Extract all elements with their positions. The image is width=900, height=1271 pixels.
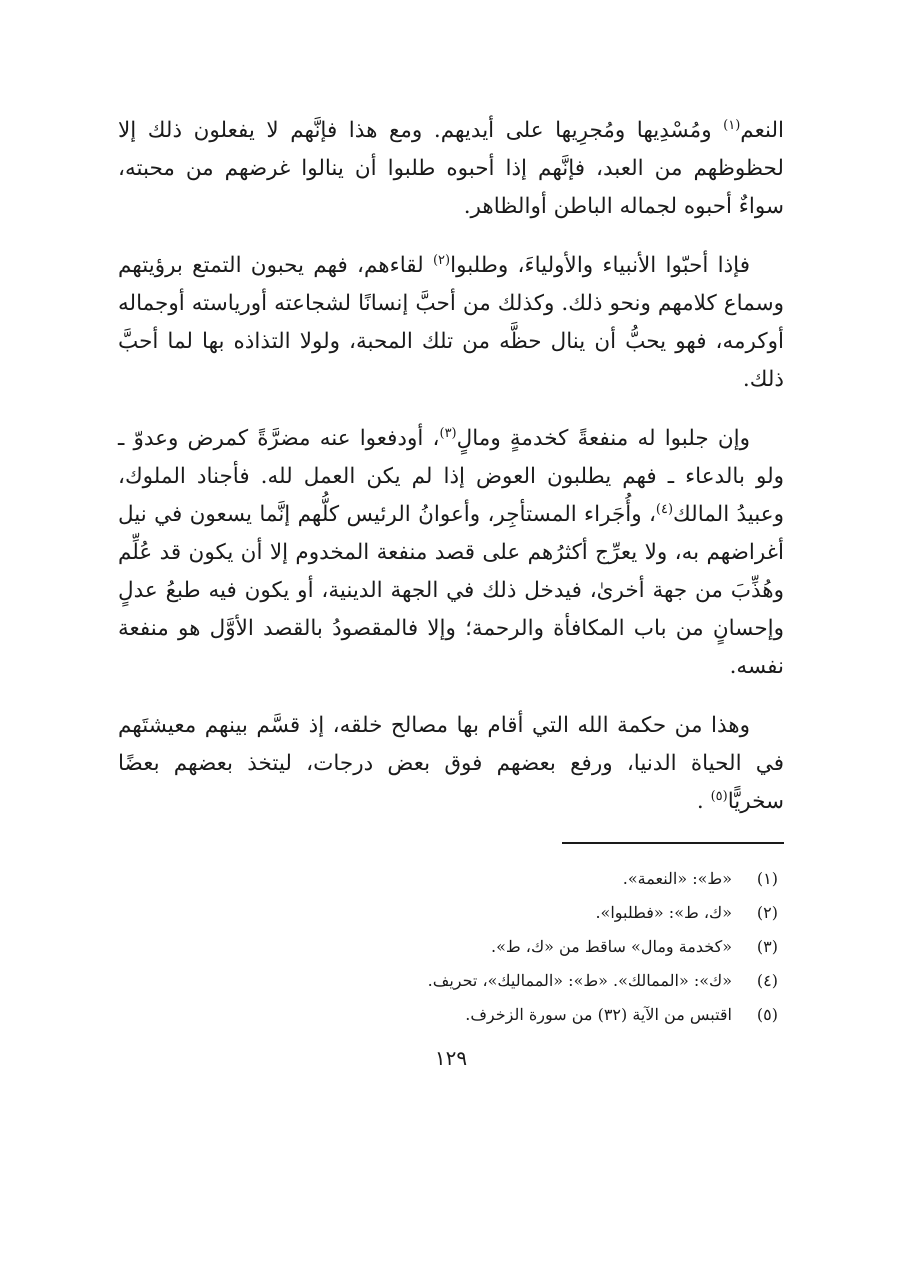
paragraph — [118, 112, 784, 226]
footnote-reference: (٤) — [655, 501, 674, 517]
paragraph-text: ، أودفعوا عنه مضرَّةً كمرض وعدوّ ـ ولو بالدعاء ـ فهم يطلبون العوض إذا لم يكن العمل لله. فأجناد الملوك، وعبيدُ المالك — [118, 426, 784, 527]
footnote-number: (٤) — [756, 971, 778, 990]
footnote-reference: (٢) — [432, 252, 451, 268]
page-number: ١٢٩ — [434, 1046, 468, 1070]
footnote-text: «ط»: «النعمة». — [622, 869, 732, 888]
paragraph — [118, 707, 784, 821]
footnote-reference: (١) — [723, 117, 741, 133]
footnote-text: «ك»: «الممالك». «ط»: «المماليك»، تحريف. — [427, 971, 732, 990]
footnote-number: (١) — [756, 869, 778, 888]
footnote — [118, 930, 778, 964]
paragraph-text: لقاءهم، فهم يحبون التمتع برؤيتهم وسماع كلامهم ونحو ذلك. وكذلك من أحبَّ إنسانًا لشجاعته أورياسته أوجماله أوكرمه، فهو يحبُّ أن ينال حظَّه من تلك المحبة، ولولا التذاذه بها لما أحبَّ ذلك. — [118, 253, 784, 392]
footnote — [118, 896, 778, 930]
paragraph-text: فإذا أحبّوا الأنبياء والأولياءَ، وطلبوا — [450, 253, 750, 278]
footnote-text: «ك، ط»: «فطلبوا». — [595, 903, 732, 922]
footnote-number: (٣) — [756, 937, 778, 956]
paragraph-text: ومُسْدِيها ومُجرِيها على أيديهم. ومع هذا فإنَّهم لا يفعلون ذلك إلا لحظوظهم من العبد، فإنَّهم إذا أحبوه طلبوا أن ينالوا غرضهم من محبته، سواءٌ أحبوه لجماله الباطن أوالظاهر. — [118, 118, 784, 219]
paragraph-text: . — [696, 789, 711, 814]
footnote-divider — [562, 842, 784, 844]
footnote — [118, 998, 778, 1032]
footnote-reference: (٥) — [710, 788, 728, 804]
document-page — [118, 112, 784, 1070]
paragraph-text: ، وأُجَراء المستأجِر، وأعوانُ الرئيس كلُّهم إنَّما يسعون في نيل أغراضهم به، ولا يعرِّج أكثرُهم على قصد منفعة المخدوم إلا أن يكون قد عُلِّم وهُذِّبَ من جهة أخرىٰ، فيدخل ذلك في الجهة الدينية، أو يكون فيه طبعُ عدلٍ وإحسانٍ من باب المكافأة والرحمة؛ وإلا فالمقصودُ بالقصد الأوَّل هو منفعة نفسه. — [118, 502, 784, 679]
footnote — [118, 964, 778, 998]
paragraph — [118, 420, 784, 686]
footnote-text: «كخدمة ومال» ساقط من «ك، ط». — [491, 937, 732, 956]
footnote — [118, 862, 778, 896]
paragraph-text: وإن جلبوا له منفعةً كخدمةٍ ومالٍ — [456, 426, 750, 451]
footnote-reference: (٣) — [439, 425, 457, 441]
footnotes-list — [118, 862, 784, 1032]
paragraph — [118, 247, 784, 399]
footnote-text: اقتبس من الآية (٣٢) من سورة الزخرف. — [465, 1005, 732, 1024]
paragraph-text: النعم — [740, 118, 784, 143]
footnote-number: (٢) — [756, 903, 778, 922]
paragraph-text: وهذا من حكمة الله التي أقام بها مصالح خلقه، إذ قسَّم بينهم معيشتَهم في الحياة الدنيا، ورفع بعضهم فوق بعض درجات، ليتخذ بعضهم بعضًا سخريًّا — [118, 713, 784, 814]
footnote-number: (٥) — [756, 1005, 778, 1024]
body-text — [118, 112, 784, 821]
